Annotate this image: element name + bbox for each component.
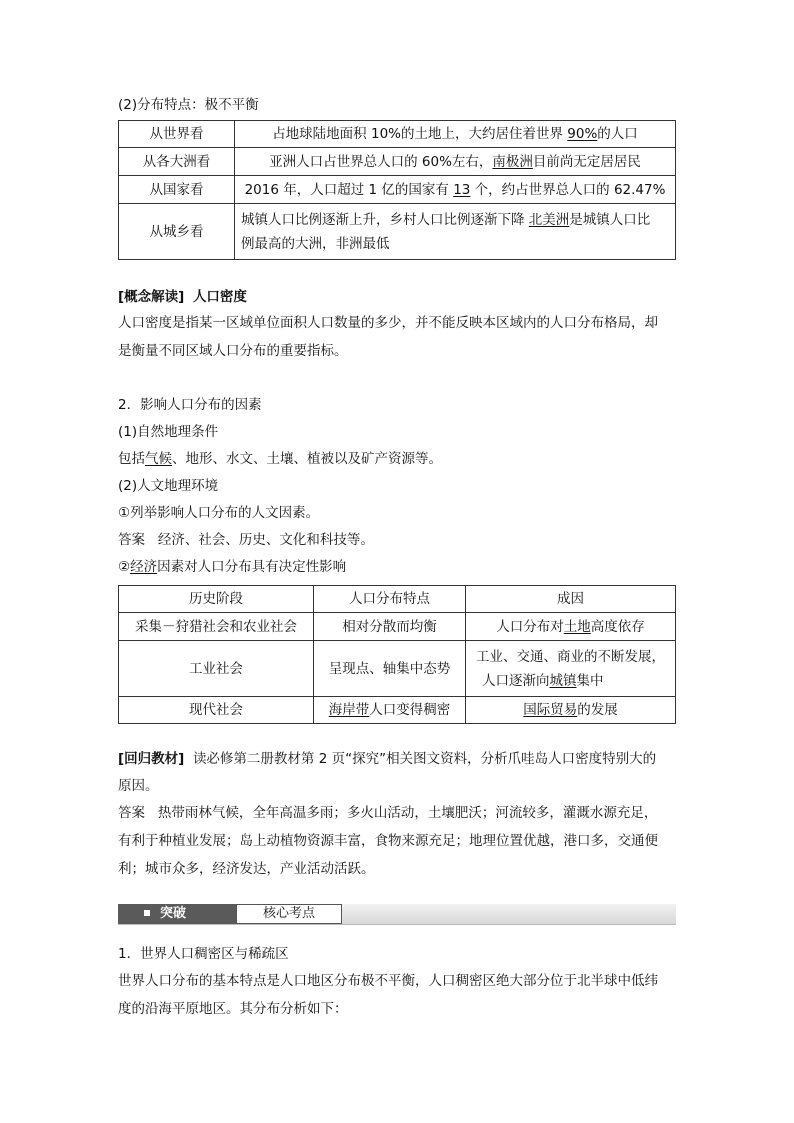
header-cell: 成因 — [466, 586, 676, 613]
distribution-heading: (2)分布特点：极不平衡 — [118, 97, 259, 113]
square-bullet-icon — [144, 910, 150, 916]
table-row — [119, 148, 676, 176]
table-row — [119, 641, 676, 697]
table-cell: 工业社会 — [119, 641, 314, 697]
table-header-row — [119, 586, 676, 613]
header-cell: 人口分布特点 — [314, 586, 466, 613]
table-cell: 现代社会 — [119, 697, 314, 724]
table-cell: 海岸带人口变得稠密 — [314, 697, 466, 724]
header-cell: 历史阶段 — [119, 586, 314, 613]
section-tag-dark: 突破 — [118, 904, 236, 924]
history-table — [118, 585, 676, 724]
final-text: 世界人口分布的基本特点是人口地区分布极不平衡，人口稠密区绝大部分位于北半球中低纬 — [118, 973, 658, 989]
section-tag-light: 核心考点 — [236, 904, 342, 924]
final-text: 度的沿海平原地区。其分布分析如下： — [118, 1001, 348, 1017]
table-row — [119, 204, 676, 260]
table-row — [119, 613, 676, 641]
row-content: 城镇人口比例逐渐上升，乡村人口比例逐渐下降 北美洲是城镇人口比 例最高的大洲，非洲最低 — [235, 204, 676, 260]
textbook-question: [回归教材] 读必修第二册教材第 2 页“探究”相关图文资料，分析爪哇岛人口密度特别大的 — [118, 751, 657, 767]
human-title: (2)人文地理环境 — [118, 478, 219, 494]
concept-title-line: [概念解读] 人口密度 — [118, 289, 247, 305]
textbook-question-cont: 原因。 — [118, 778, 159, 794]
row-content: 2016 年，人口超过 1 亿的国家有 13 个，约占世界总人口的 62.47% — [235, 176, 676, 204]
row-label: 从国家看 — [119, 176, 235, 204]
table-cell: 人口分布对土地高度依存 — [466, 613, 676, 641]
textbook-answer-cont: 有利于种植业发展；岛上动植物资源丰富，食物来源充足；地理位置优越，港口多，交通便 — [118, 833, 658, 849]
final-heading: 1．世界人口稠密区与稀疏区 — [118, 946, 289, 962]
row-label: 从城乡看 — [119, 204, 235, 260]
row-content: 占地球陆地面积 10%的土地上，大约居住着世界 90%的人口 — [235, 121, 676, 148]
table-row — [119, 176, 676, 204]
row-label: 从各大洲看 — [119, 148, 235, 176]
table-row — [119, 121, 676, 148]
factors-heading: 2．影响人口分布的因素 — [118, 397, 262, 413]
table-cell: 相对分散而均衡 — [314, 613, 466, 641]
table-cell: 工业、交通、商业的不断发展， 人口逐渐向城镇集中 — [466, 641, 676, 697]
table-cell: 呈现点、轴集中态势 — [314, 641, 466, 697]
row-content: 亚洲人口占世界总人口的 60%左右，南极洲目前尚无定居居民 — [235, 148, 676, 176]
table-row — [119, 697, 676, 724]
question-1: ①列举影响人口分布的人文因素。 — [118, 505, 320, 521]
natural-text: 包括气候、地形、水文、土壤、植被以及矿产资源等。 — [118, 451, 442, 467]
question-2: ②经济因素对人口分布具有决定性影响 — [118, 559, 347, 575]
answer-1: 答案 经济、社会、历史、文化和科技等。 — [118, 532, 374, 548]
concept-text: 人口密度是指某一区域单位面积人口数量的多少，并不能反映本区域内的人口分布格局，却 — [118, 315, 658, 331]
table-cell: 国际贸易的发展 — [466, 697, 676, 724]
natural-title: (1)自然地理条件 — [118, 424, 219, 440]
textbook-answer-cont: 利；城市众多，经济发达，产业活动活跃。 — [118, 861, 375, 877]
distribution-table — [118, 120, 676, 260]
concept-text: 是衡量不同区域人口分布的重要指标。 — [118, 343, 348, 359]
textbook-answer: 答案 热带雨林气候，全年高温多雨；多火山活动，土壤肥沃；河流较多，灌溉水源充足， — [118, 805, 658, 821]
table-cell: 采集－狩猎社会和农业社会 — [119, 613, 314, 641]
row-label: 从世界看 — [119, 121, 235, 148]
